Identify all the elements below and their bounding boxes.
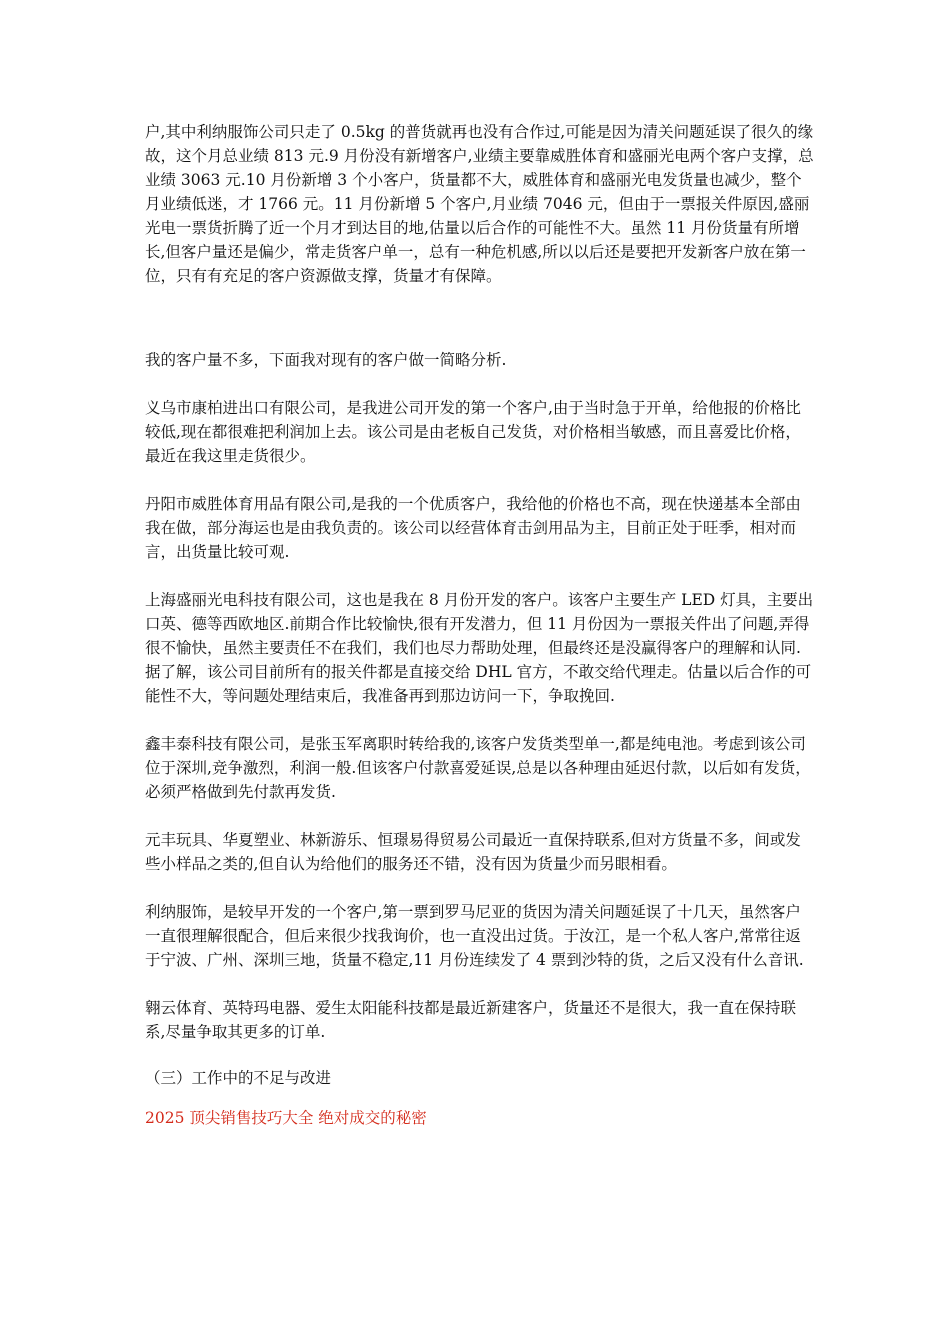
paragraph-customer-lina: 利纳服饰，是较早开发的一个客户,第一票到罗马尼亚的货因为清关问题延误了十几天，虽然客户一直很理解很配合，但后来很少找我询价，也一直没出过货。于汝江，是一个私人客户,常常往返于宁波、广州、深圳三地，货量不稳定,11 月份连续发了 4 票到沙特的货，之后又没有什么音讯. [145, 903, 804, 969]
document-page [145, 120, 815, 1130]
paragraph-customer-new: 翱云体育、英特玛电器、爱生太阳能科技都是最近新建客户，货量还不是很大，我一直在保持联系,尽量争取其更多的订单. [145, 999, 797, 1041]
section-heading: （三）工作中的不足与改进 [145, 1069, 332, 1087]
paragraph-customer-intro: 我的客户量不多，下面我对现有的客户做一简略分析. [145, 351, 507, 369]
promo-link[interactable]: 2025 顶尖销售技巧大全 绝对成交的秘密 [145, 1109, 427, 1127]
paragraph-customer-xinfengtai: 鑫丰泰科技有限公司，是张玉军离职时转给我的,该客户发货类型单一,都是纯电池。考虑到该公司位于深圳,竞争激烈，利润一般.但该客户付款喜爱延误,总是以各种理由延迟付款，以后如有发货，必须严格做到先付款再发货. [145, 735, 811, 801]
paragraph-monthly-performance: 户,其中利纳服饰公司只走了 0.5kg 的普货就再也没有合作过,可能是因为清关问题延误了很久的缘故，这个月总业绩 813 元.9 月份没有新增客户,业绩主要靠威胜体育和盛丽光电两个客户支撑，总业绩 3063 元.10 月份新增 3 个小客户，货量都不大，威胜体育和盛丽光电发货量也减少，整个月业绩低迷，才 1766 元。11 月份新增 5 个客户,月业绩 7046 元，但由于一票报关件原因,盛丽光电一票货折腾了近一个月才到达目的地,估量以后合作的可能性不大。虽然 11 月份货量有所增长,但客户量还是偏少，常走货客户单一，总有一种危机感,所以以后还是要把开发新客户放在第一位，只有有充足的客户资源做支撑，货量才有保障。 [145, 123, 814, 285]
paragraph-customer-weisheng: 丹阳市威胜体育用品有限公司,是我的一个优质客户，我给他的价格也不高，现在快递基本全部由我在做，部分海运也是由我负责的。该公司以经营体育击剑用品为主，目前正处于旺季，相对而言，出货量比较可观. [145, 495, 801, 561]
paragraph-customer-shengli: 上海盛丽光电科技有限公司，这也是我在 8 月份开发的客户。该客户主要生产 LED 灯具，主要出口英、德等西欧地区.前期合作比较愉快,很有开发潜力，但 11 月份因为一票报关件出了问题,弄得很不愉快，虽然主要责任不在我们，我们也尽力帮助处理，但最终还是没赢得客户的理解和认同.据了解，该公司目前所有的报关件都是直接交给 DHL 官方，不敢交给代理走。估量以后合作的可能性不大，等问题处理结束后，我准备再到那边访问一下，争取挽回. [145, 591, 814, 705]
paragraph-customer-yuanfeng: 元丰玩具、华夏塑业、林新游乐、恒璟易得贸易公司最近一直保持联系,但对方货量不多，间或发些小样品之类的,但自认为给他们的服务还不错，没有因为货量少而另眼相看。 [145, 831, 801, 873]
paragraph-customer-kangbai: 义乌市康柏进出口有限公司，是我进公司开发的第一个客户,由于当时急于开单，给他报的价格比较低,现在都很难把利润加上去。该公司是由老板自己发货，对价格相当敏感，而且喜爱比价格，最近在我这里走货很少。 [145, 399, 801, 465]
